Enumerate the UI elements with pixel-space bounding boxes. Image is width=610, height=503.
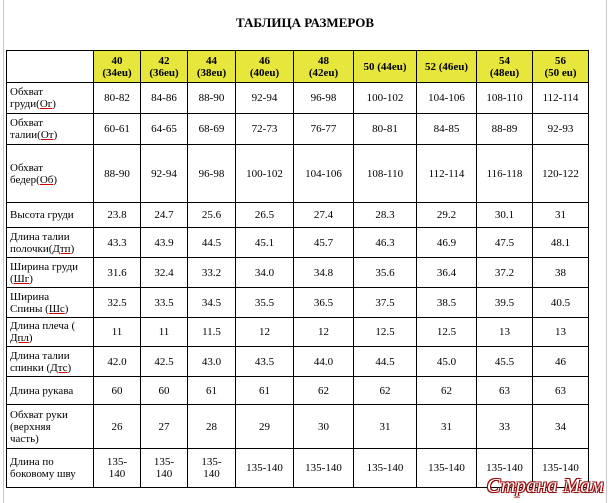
watermark-logo: Страна Мам: [486, 475, 604, 497]
measurement-value-cell: 63: [533, 377, 589, 405]
measurement-value-cell: 33: [477, 405, 533, 449]
table-row: [7, 114, 589, 145]
measurement-label-close: ): [53, 173, 58, 186]
measurement-value-cell: 12.5: [417, 318, 477, 347]
measurement-value-cell: 42.5: [141, 347, 188, 377]
measurement-value-cell: 135- 140: [141, 449, 188, 488]
header-size-cell: 40 (34eu): [94, 51, 141, 83]
measurement-value-cell: 96-98: [294, 83, 354, 114]
measurement-value-cell: 31.6: [94, 258, 141, 288]
measurement-value-cell: 23.8: [94, 203, 141, 228]
measurement-abbr: Шг: [13, 272, 30, 285]
measurement-value-cell: 45.7: [294, 228, 354, 258]
measurement-value-cell: 11.5: [188, 318, 236, 347]
measurement-label: Ширина Спины (: [10, 290, 50, 315]
page-edge-left: [3, 0, 4, 503]
measurement-value-cell: 37.5: [354, 288, 417, 318]
measurement-value-cell: 43.5: [236, 347, 294, 377]
measurement-value-cell: 112-114: [533, 83, 589, 114]
header-size-cell: 50 (44eu): [354, 51, 417, 83]
measurement-value-cell: 29: [236, 405, 294, 449]
measurement-value-cell: 62: [294, 377, 354, 405]
measurement-label: Обхват груди(: [10, 86, 44, 110]
table-row: [7, 318, 589, 347]
measurement-value-cell: 11: [94, 318, 141, 347]
measurement-value-cell: 40.5: [533, 288, 589, 318]
measurement-value-cell: 60: [94, 377, 141, 405]
measurement-value-cell: 12: [236, 318, 294, 347]
measurement-value-cell: 100-102: [354, 83, 417, 114]
measurement-value-cell: 92-93: [533, 114, 589, 145]
measurement-value-cell: 34: [533, 405, 589, 449]
measurement-value-cell: 112-114: [417, 145, 477, 203]
measurement-label-close: ): [52, 98, 56, 110]
measurement-value-cell: 80-81: [354, 114, 417, 145]
measurement-value-cell: 44.5: [354, 347, 417, 377]
measurement-value-cell: 24.7: [141, 203, 188, 228]
measurement-label-cell: [7, 405, 94, 449]
measurement-value-cell: 84-85: [417, 114, 477, 145]
measurement-value-cell: 135-140: [354, 449, 417, 488]
header-size-cell: 52 (46eu): [417, 51, 477, 83]
measurement-value-cell: 35.6: [354, 258, 417, 288]
measurement-value-cell: 25.6: [188, 203, 236, 228]
measurement-value-cell: 135- 140: [94, 449, 141, 488]
table-row: [7, 288, 589, 318]
measurement-value-cell: 12: [294, 318, 354, 347]
measurement-value-cell: 30.1: [477, 203, 533, 228]
measurement-value-cell: 29.2: [417, 203, 477, 228]
measurement-label: Длина по боковому шву: [10, 456, 76, 480]
measurement-value-cell: 120-122: [533, 145, 589, 203]
measurement-label-cell: [7, 203, 94, 228]
measurement-value-cell: 135-140: [477, 449, 533, 488]
measurement-abbr: Дпл: [10, 332, 29, 344]
measurement-value-cell: 31: [533, 203, 589, 228]
measurement-value-cell: 13: [477, 318, 533, 347]
table-row: [7, 405, 589, 449]
header-size-cell: 48 (42eu): [294, 51, 354, 83]
measurement-value-cell: 45.0: [417, 347, 477, 377]
header-corner-cell: [7, 51, 94, 83]
measurement-value-cell: 76-77: [294, 114, 354, 145]
measurement-value-cell: 34.5: [188, 288, 236, 318]
size-table: [6, 50, 589, 488]
measurement-label-cell: [7, 114, 94, 145]
measurement-label-cell: [7, 258, 94, 288]
measurement-value-cell: 38.5: [417, 288, 477, 318]
measurement-value-cell: 135-140: [417, 449, 477, 488]
measurement-value-cell: 135-140: [533, 449, 589, 488]
measurement-label-cell: [7, 318, 94, 347]
measurement-value-cell: 32.4: [141, 258, 188, 288]
measurement-value-cell: 26: [94, 405, 141, 449]
measurement-value-cell: 92-94: [141, 145, 188, 203]
measurement-value-cell: 36.4: [417, 258, 477, 288]
measurement-label: Обхват руки (верхняя часть): [10, 408, 68, 445]
measurement-abbr: Дтп: [52, 242, 71, 255]
table-row: [7, 228, 589, 258]
table-row: [7, 145, 589, 203]
measurement-label: Длина талии спинки (: [10, 349, 70, 374]
measurement-label-cell: [7, 288, 94, 318]
measurement-value-cell: 100-102: [236, 145, 294, 203]
measurement-value-cell: 12.5: [354, 318, 417, 347]
measurement-value-cell: 72-73: [236, 114, 294, 145]
measurement-abbr: Шс: [48, 302, 65, 315]
measurement-value-cell: 46.9: [417, 228, 477, 258]
measurement-value-cell: 32.5: [94, 288, 141, 318]
measurement-value-cell: 31: [417, 405, 477, 449]
measurement-value-cell: 62: [417, 377, 477, 405]
measurement-value-cell: 34.0: [236, 258, 294, 288]
measurement-value-cell: 135-140: [236, 449, 294, 488]
measurement-value-cell: 30: [294, 405, 354, 449]
measurement-label-close: ): [28, 332, 33, 344]
measurement-value-cell: 31: [354, 405, 417, 449]
measurement-abbr: Об: [39, 173, 54, 186]
table-row: [7, 83, 589, 114]
measurement-label-cell: [7, 377, 94, 405]
measurement-value-cell: 60-61: [94, 114, 141, 145]
measurement-value-cell: 80-82: [94, 83, 141, 114]
measurement-value-cell: 96-98: [188, 145, 236, 203]
measurement-value-cell: 63: [477, 377, 533, 405]
measurement-value-cell: 88-90: [94, 145, 141, 203]
measurement-value-cell: 135-140: [294, 449, 354, 488]
measurement-value-cell: 88-89: [477, 114, 533, 145]
measurement-label: Длина рукава: [10, 384, 74, 397]
measurement-value-cell: 26.5: [236, 203, 294, 228]
page-edge-right: [606, 0, 607, 503]
table-row: [7, 377, 589, 405]
measurement-label-close: ): [67, 361, 72, 374]
header-size-cell: 46 (40eu): [236, 51, 294, 83]
measurement-value-cell: 27.4: [294, 203, 354, 228]
measurement-value-cell: 48.1: [533, 228, 589, 258]
header-size-cell: 44 (38eu): [188, 51, 236, 83]
measurement-label-close: ): [29, 272, 33, 285]
measurement-label-cell: [7, 228, 94, 258]
measurement-label: Обхват бедер(: [10, 161, 44, 186]
measurement-label: Обхват талии(: [10, 117, 44, 141]
measurement-abbr: От: [40, 129, 54, 141]
measurement-value-cell: 33.2: [188, 258, 236, 288]
measurement-label-cell: [7, 145, 94, 203]
table-row: [7, 347, 589, 377]
measurement-value-cell: 108-110: [477, 83, 533, 114]
measurement-label: Высота груди: [10, 209, 74, 221]
measurement-value-cell: 61: [188, 377, 236, 405]
measurement-value-cell: 61: [236, 377, 294, 405]
measurement-value-cell: 64-65: [141, 114, 188, 145]
header-row: [7, 51, 589, 83]
measurement-value-cell: 36.5: [294, 288, 354, 318]
measurement-value-cell: 13: [533, 318, 589, 347]
measurement-value-cell: 47.5: [477, 228, 533, 258]
measurement-value-cell: 60: [141, 377, 188, 405]
header-size-cell: 56 (50 eu): [533, 51, 589, 83]
table-row: [7, 203, 589, 228]
measurement-value-cell: 116-118: [477, 145, 533, 203]
measurement-value-cell: 42.0: [94, 347, 141, 377]
measurement-value-cell: 38: [533, 258, 589, 288]
measurement-value-cell: 88-90: [188, 83, 236, 114]
measurement-value-cell: 43.3: [94, 228, 141, 258]
measurement-value-cell: 43.9: [141, 228, 188, 258]
measurement-label-cell: [7, 449, 94, 488]
measurement-value-cell: 44.5: [188, 228, 236, 258]
measurement-value-cell: 33.5: [141, 288, 188, 318]
measurement-value-cell: 28.3: [354, 203, 417, 228]
header-size-cell: 54 (48eu): [477, 51, 533, 83]
measurement-value-cell: 46.3: [354, 228, 417, 258]
measurement-value-cell: 45.1: [236, 228, 294, 258]
header-size-cell: 42 (36eu): [141, 51, 188, 83]
measurement-label-close: ): [64, 302, 69, 315]
measurement-value-cell: 84-86: [141, 83, 188, 114]
measurement-value-cell: 108-110: [354, 145, 417, 203]
measurement-value-cell: 46: [533, 347, 589, 377]
page-title: ТАБЛИЦА РАЗМЕРОВ: [235, 15, 375, 30]
table-row: [7, 258, 589, 288]
measurement-value-cell: 34.8: [294, 258, 354, 288]
measurement-value-cell: 45.5: [477, 347, 533, 377]
measurement-label-cell: [7, 83, 94, 114]
measurement-value-cell: 62: [354, 377, 417, 405]
measurement-value-cell: 104-106: [417, 83, 477, 114]
measurement-value-cell: 44.0: [294, 347, 354, 377]
measurement-value-cell: 43.0: [188, 347, 236, 377]
measurement-value-cell: 37.2: [477, 258, 533, 288]
measurement-label: Длина плеча (: [10, 320, 76, 332]
measurement-value-cell: 11: [141, 318, 188, 347]
measurement-label-close: ): [70, 242, 75, 255]
measurement-value-cell: 135- 140: [188, 449, 236, 488]
measurement-value-cell: 28: [188, 405, 236, 449]
measurement-value-cell: 68-69: [188, 114, 236, 145]
measurement-abbr: Ог: [39, 98, 53, 110]
measurement-label: Ширина груди (: [10, 260, 79, 285]
measurement-value-cell: 39.5: [477, 288, 533, 318]
measurement-label-close: ): [53, 129, 58, 141]
measurement-label: Длина талии полочки(: [10, 230, 70, 255]
measurement-value-cell: 35.5: [236, 288, 294, 318]
measurement-value-cell: 92-94: [236, 83, 294, 114]
measurement-abbr: Дтс: [50, 361, 68, 374]
measurement-value-cell: 27: [141, 405, 188, 449]
measurement-label-cell: [7, 347, 94, 377]
measurement-value-cell: 104-106: [294, 145, 354, 203]
